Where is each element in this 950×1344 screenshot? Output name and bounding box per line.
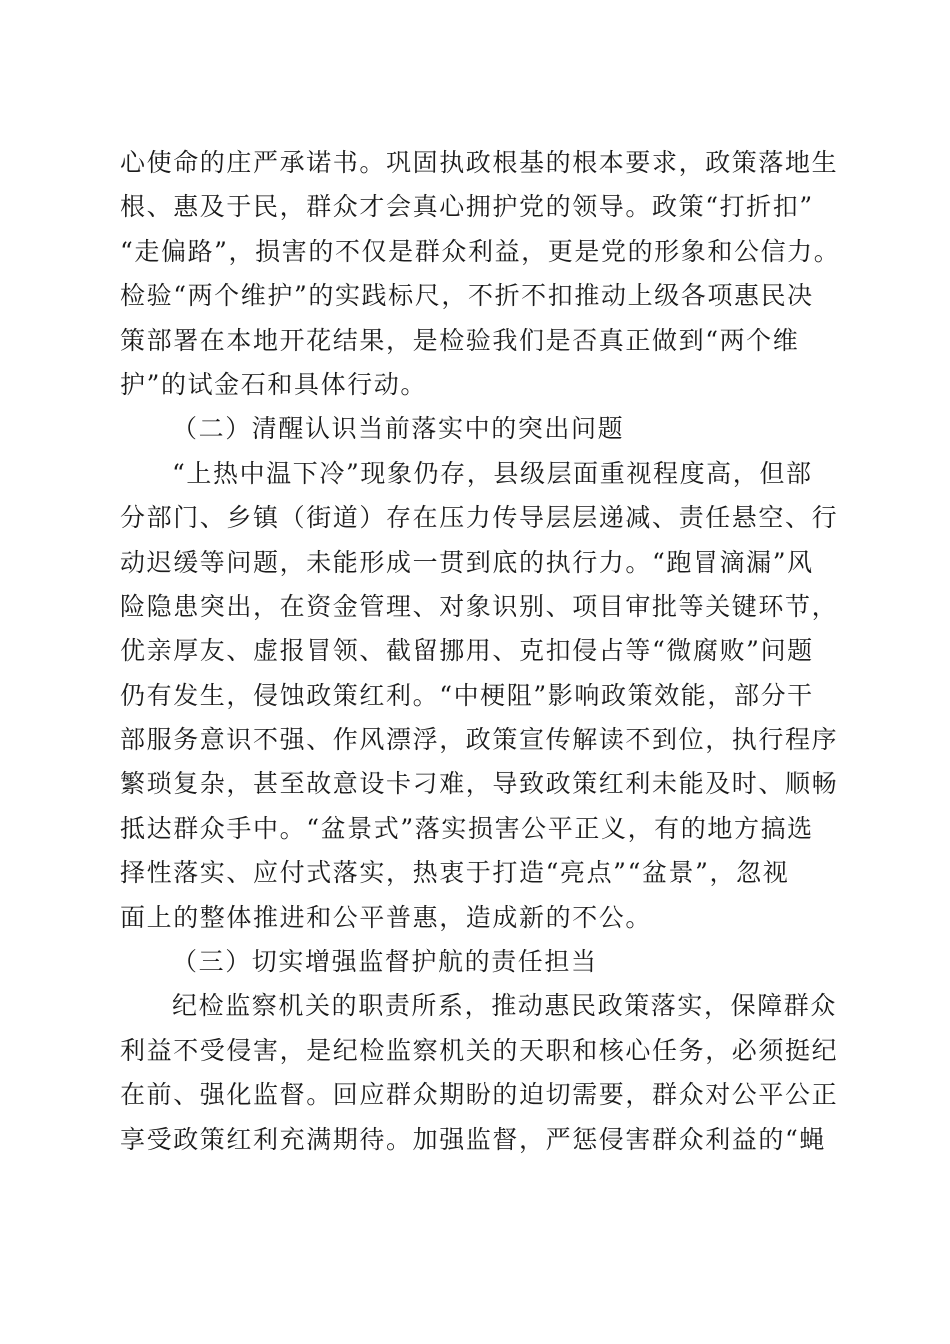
text-line: “走偏路”，损害的不仅是群众利益，更是党的形象和公信力。 [120, 236, 841, 266]
text-line: 繁琐复杂，甚至故意设卡刁难，导致政策红利未能及时、顺畅 [120, 769, 839, 799]
text-line: 面上的整体推进和公平普惠，造成新的不公。 [120, 902, 653, 932]
section-heading-3: （三）切实增强监督护航的责任担当 [172, 947, 598, 977]
text-line: 策部署在本地开花结果，是检验我们是否真正做到“两个维 [120, 325, 800, 355]
text-line: 利益不受侵害，是纪检监察机关的天职和核心任务，必须挺纪 [120, 1035, 839, 1065]
text-line: 护”的试金石和具体行动。 [120, 369, 427, 399]
text-line: 险隐患突出，在资金管理、对象识别、项目审批等关键环节， [120, 591, 839, 621]
text-line: 在前、强化监督。回应群众期盼的迫切需要，群众对公平公正 [120, 1080, 839, 1110]
section-heading-2: （二）清醒认识当前落实中的突出问题 [172, 414, 625, 444]
text-line: 根、惠及于民，群众才会真心拥护党的领导。政策“打折扣” [120, 192, 814, 222]
paragraph [120, 452, 839, 940]
text-line: 享受政策红利充满期待。加强监督，严惩侵害群众利益的“蝇 [120, 1124, 826, 1154]
text-line: 心使命的庄严承诺书。巩固执政根基的根本要求，政策落地生 [120, 148, 839, 177]
text-line: 优亲厚友、虚报冒领、截留挪用、克扣侵占等“微腐败”问题 [120, 636, 814, 666]
document-body [120, 141, 841, 1162]
text-line: 部服务意识不强、作风漂浮，政策宣传解读不到位，执行程序 [120, 725, 839, 755]
text-line: 仍有发生，侵蚀政策红利。“中梗阻”影响政策效能，部分干 [120, 680, 814, 710]
text-line: 纪检监察机关的职责所系，推动惠民政策落实，保障群众 [172, 991, 838, 1021]
text-line: “上热中温下冷”现象仍存，县级层面重视程度高，但部 [172, 458, 813, 488]
text-line: 抵达群众手中。“盆景式”落实损害公平正义，有的地方搞选 [120, 813, 814, 843]
text-line: 分部门、乡镇（街道）存在压力传导层层递减、责任悬空、行 [120, 503, 839, 533]
text-line: 择性落实、应付式落实，热衷于打造“亮点”“盆景”，忽视 [120, 858, 790, 888]
paragraph [120, 984, 839, 1162]
text-line: 检验“两个维护”的实践标尺，不折不扣推动上级各项惠民决 [120, 281, 814, 311]
paragraph-continued [120, 141, 841, 407]
text-line: 动迟缓等问题，未能形成一贯到底的执行力。“跑冒滴漏”风 [120, 547, 814, 577]
